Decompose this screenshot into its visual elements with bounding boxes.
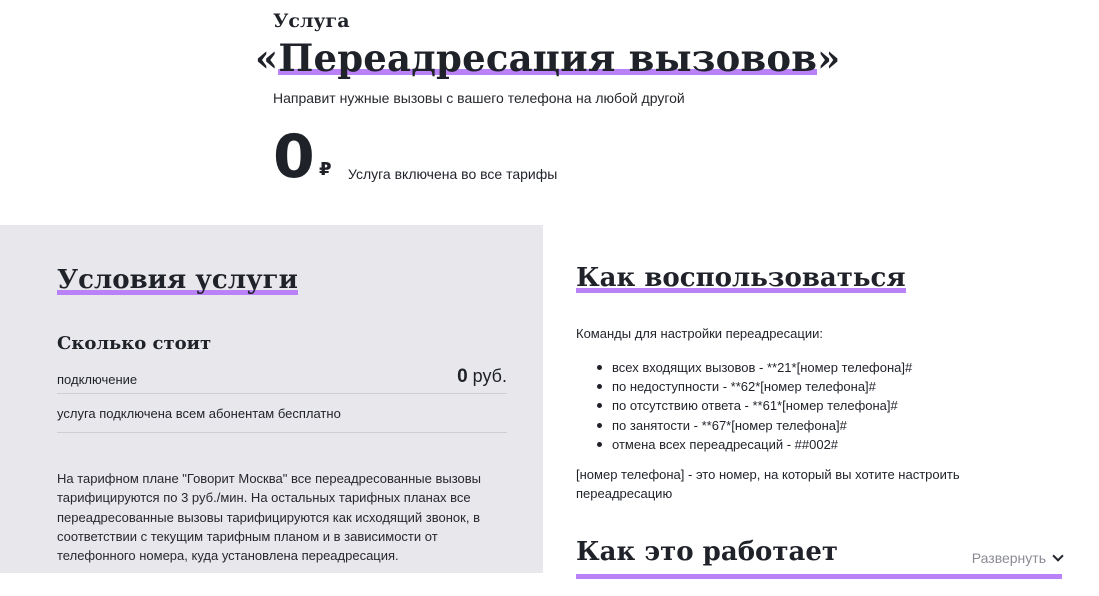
command-no-answer: по отсутствию ответа - **61*[номер телефона]# [612,396,912,415]
page-title [255,36,840,80]
conditions-title: Условия услуги [57,265,298,295]
ruble-icon: ₽ [319,159,332,179]
chevron-down-icon [1052,550,1063,561]
commands-intro: Команды для настройки переадресации: [576,326,823,341]
price-note: Услуга включена во все тарифы [348,166,558,182]
command-cancel-all: отмена всех переадресаций - ##002# [612,435,912,454]
title-quote-open: « [255,36,279,80]
usage-panel [543,225,1099,596]
command-busy: по занятости - **67*[номер телефона]# [612,416,912,435]
connection-label: подключение [57,372,138,387]
commands-list [612,358,912,454]
price-value: 0 [273,122,315,192]
connection-price [457,366,507,388]
free-row [57,395,507,433]
how-it-works-title: Как это работает [576,537,838,567]
connection-value: 0 [457,366,468,387]
free-note: услуга подключена всем абонентам бесплатно [57,406,341,421]
title-text: Переадресация вызовов [278,36,818,80]
command-unavailable: по недоступности - **62*[номер телефона]# [612,377,912,396]
cost-title: Сколько стоит [57,333,212,354]
tariff-note: На тарифном плане "Говорит Москва" все переадресованные вызовы тарифицируются по 3 руб./мин. На остальных тарифных планах все переадресованные вызовы тарифицируются как исходящий звонок, в соответствии с текущим тарифным планом и в зависимости от телефонного номера, куда установлена переадресация. [57,471,482,564]
expand-label: Развернуть [971,550,1046,566]
expand-button[interactable] [972,550,1062,566]
conditions-panel [0,225,543,573]
usage-title: Как воспользоваться [576,263,906,293]
service-kicker: Услуга [273,10,350,32]
command-all-calls: всех входящих вызовов - **21*[номер телефона]# [612,358,912,377]
connection-row [57,363,507,394]
phone-number-note: [номер телефона] - это номер, на который вы хотите настроить переадресацию [576,467,960,502]
how-it-works-accordion[interactable] [576,537,1062,579]
title-quote-close: » [817,36,841,80]
service-description: Направит нужные вызовы с вашего телефона на любой другой [273,90,685,106]
connection-unit: руб. [472,366,507,386]
